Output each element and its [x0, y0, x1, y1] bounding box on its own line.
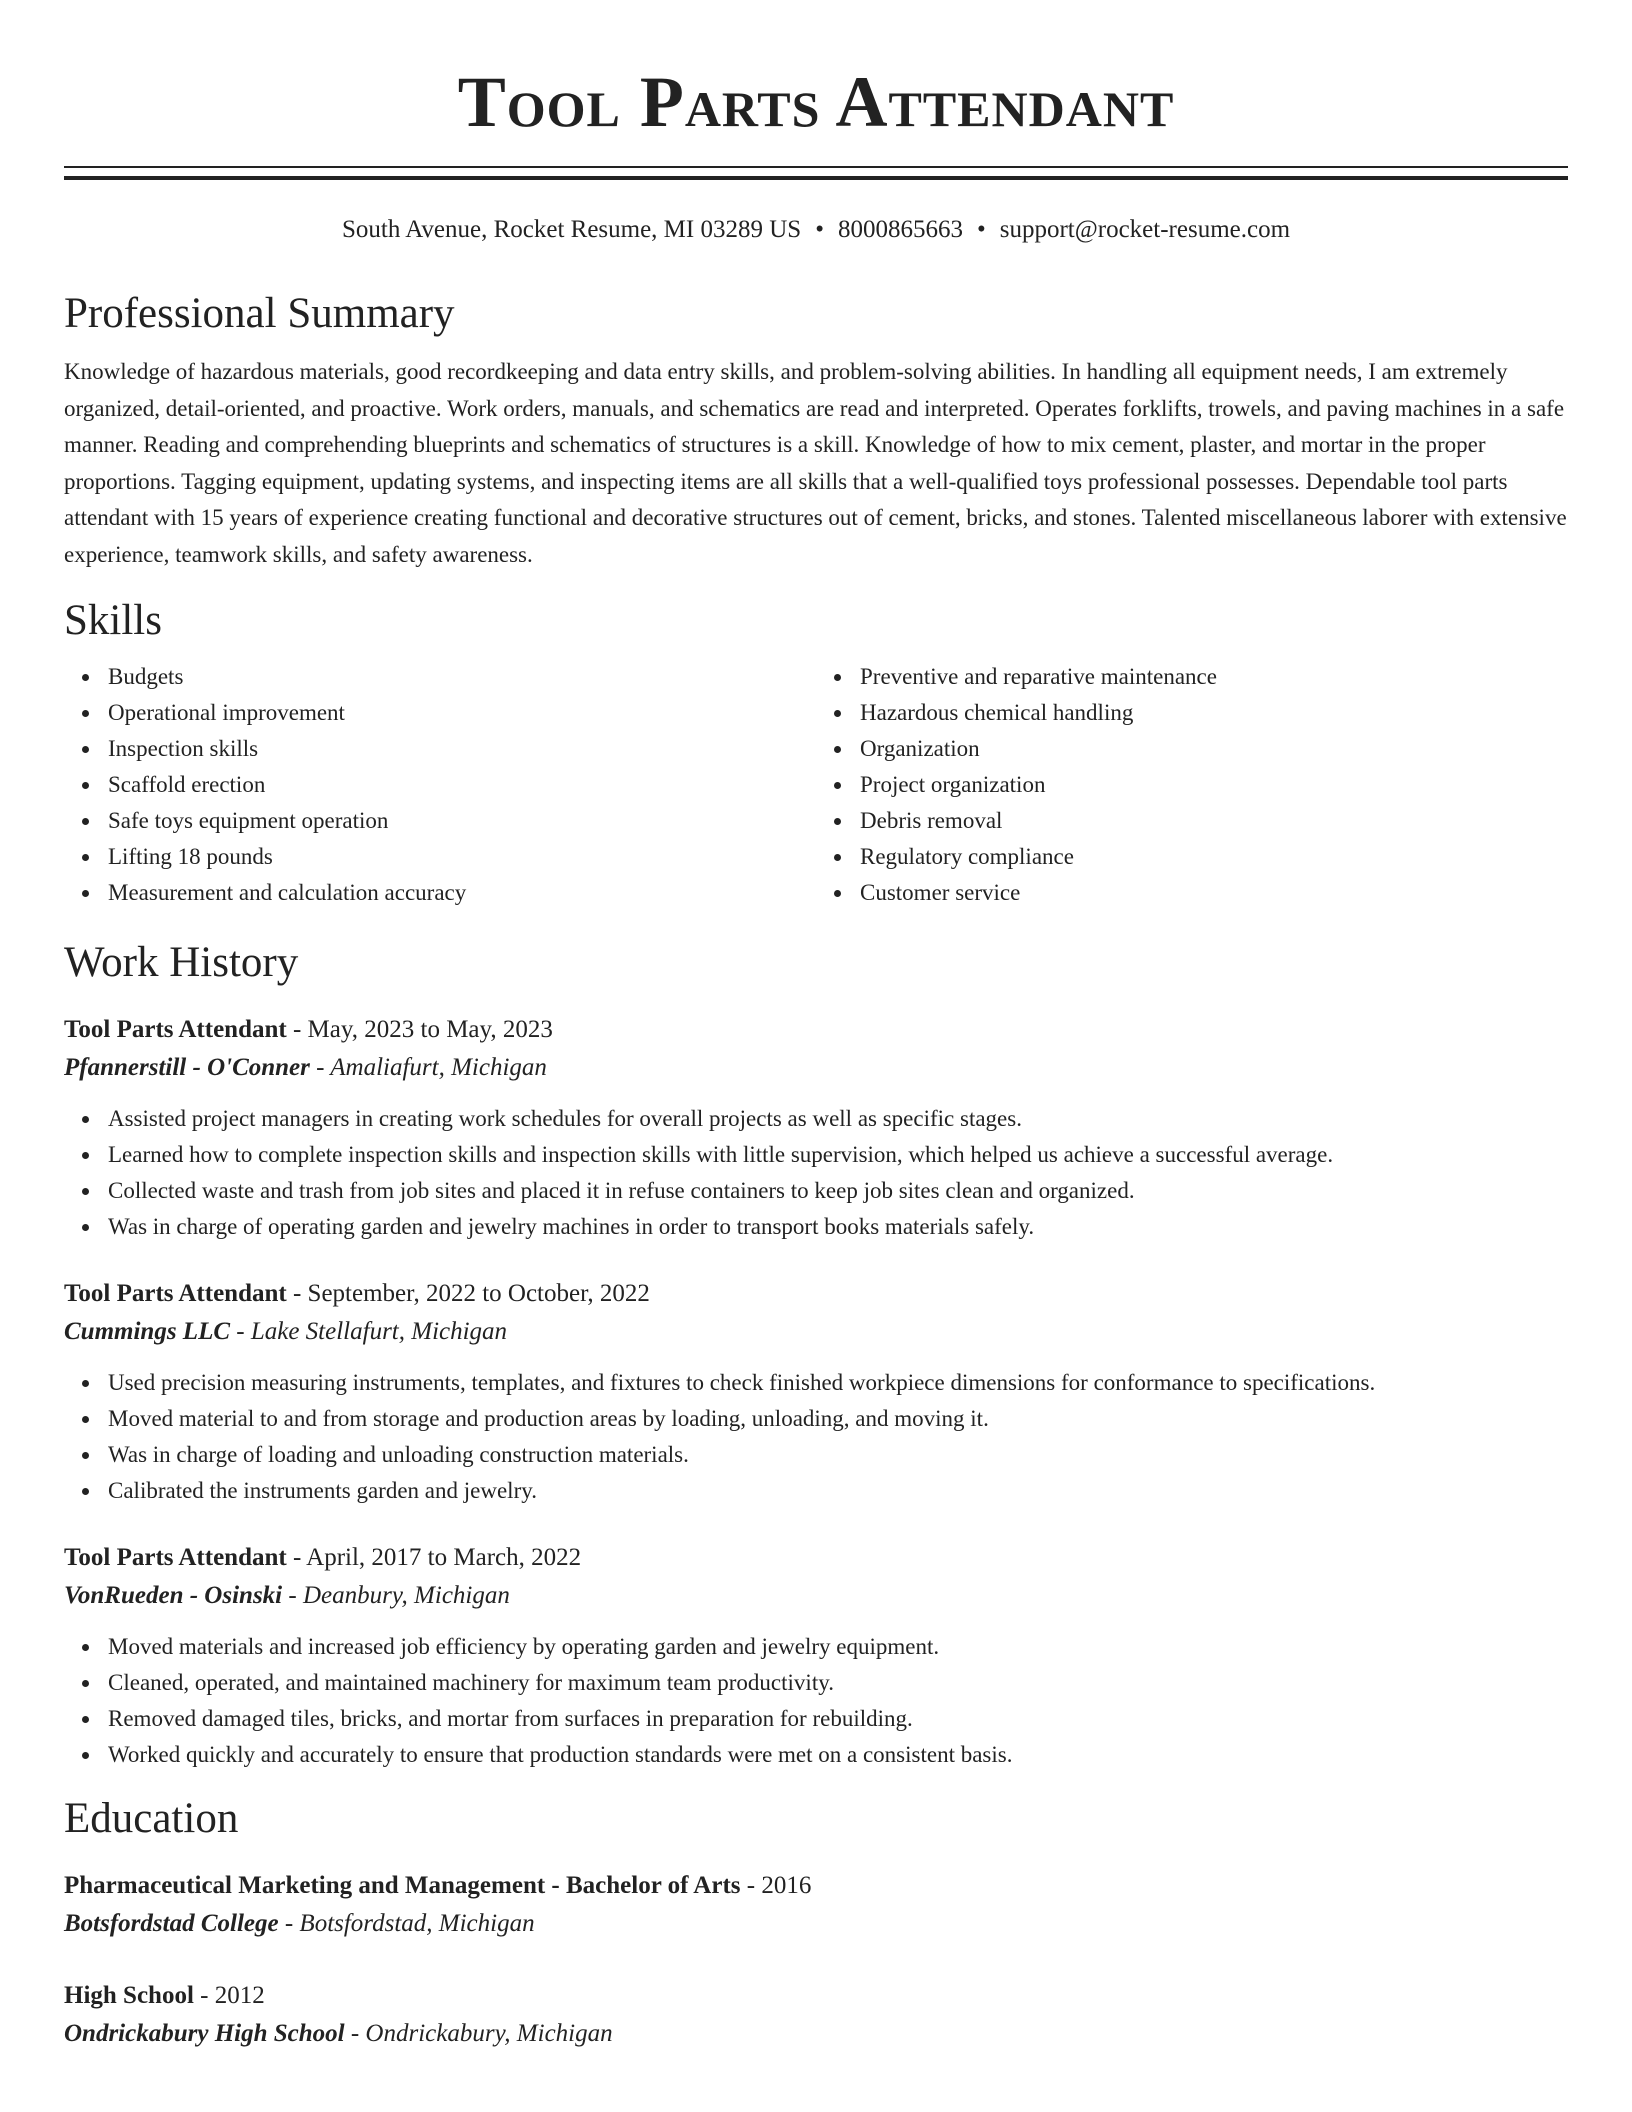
- job-bullet: Cleaned, operated, and maintained machinery for maximum team productivity.: [108, 1665, 1568, 1701]
- job-entry: [64, 1275, 1568, 1509]
- skill-item: Operational improvement: [108, 695, 816, 731]
- skills-list-right: [816, 659, 1568, 911]
- job-company: VonRueden - Osinski: [64, 1582, 283, 1609]
- job-title-line: [64, 1539, 1568, 1577]
- job-bullets: [64, 1629, 1568, 1773]
- skill-item: Measurement and calculation accuracy: [108, 875, 816, 911]
- education-degree: High School: [64, 1982, 194, 2009]
- job-bullets: [64, 1365, 1568, 1509]
- job-bullet: Learned how to complete inspection skills and inspection skills with little supervision, which helped us achieve a successful average.: [108, 1137, 1568, 1173]
- job-title-line: [64, 1275, 1568, 1313]
- contact-phone: 8000865663: [837, 216, 963, 243]
- skill-item: Hazardous chemical handling: [860, 695, 1568, 731]
- job-bullet: Moved material to and from storage and production areas by loading, unloading, and moving it.: [108, 1401, 1568, 1437]
- education-year: - 2016: [740, 1872, 812, 1899]
- job-location: - Amaliafurt, Michigan: [309, 1054, 547, 1081]
- job-location: - Deanbury, Michigan: [282, 1582, 510, 1609]
- candidate-name: Tool Parts Attendant: [457, 62, 1175, 142]
- education-school-line: [64, 1905, 1568, 1943]
- education-location: - Botsfordstad, Michigan: [278, 1910, 535, 1937]
- skills-list-left: [64, 659, 816, 911]
- skill-item: Inspection skills: [108, 731, 816, 767]
- job-dates: - April, 2017 to March, 2022: [286, 1544, 582, 1571]
- contact-address: South Avenue, Rocket Resume, MI 03289 US: [341, 216, 802, 243]
- job-location: - Lake Stellafurt, Michigan: [230, 1318, 508, 1345]
- education-degree-line: [64, 1977, 1568, 2015]
- job-bullet: Calibrated the instruments garden and jewelry.: [108, 1473, 1568, 1509]
- job-role: Tool Parts Attendant: [64, 1544, 287, 1571]
- education-school: Botsfordstad College: [64, 1910, 279, 1937]
- education-heading: Education: [64, 1795, 239, 1842]
- job-dates: - September, 2022 to October, 2022: [286, 1280, 650, 1307]
- education-entry: [64, 1977, 1568, 2053]
- contact-separator: •: [815, 216, 824, 243]
- job-bullet: Assisted project managers in creating work schedules for overall projects as well as specific stages.: [108, 1101, 1568, 1137]
- summary-text: Knowledge of hazardous materials, good recordkeeping and data entry skills, and problem-solving abilities. In handling all equipment needs, I am extremely organized, detail-oriented, and proactive. Work orders, manuals, and schematics are read and interpreted. Operates forklifts, trowels, and paving machines in a safe manner. Reading and comprehending blueprints and schematics of structures is a skill. Knowledge of how to mix cement, plaster, and mortar in the proper proportions. Tagging equipment, updating systems, and inspecting items are all skills that a well-qualified toys professional possesses. Dependable tool parts attendant with 15 years of experience creating functional and decorative structures out of cement, bricks, and stones. Talented miscellaneous laborer with extensive experience, teamwork skills, and safety awareness.: [64, 359, 1567, 567]
- job-entry: [64, 1011, 1568, 1245]
- skill-item: Debris removal: [860, 803, 1568, 839]
- job-bullets: [64, 1101, 1568, 1245]
- job-role: Tool Parts Attendant: [64, 1016, 287, 1043]
- work-history-heading: Work History: [64, 939, 299, 986]
- skill-item: Organization: [860, 731, 1568, 767]
- education-degree: Pharmaceutical Marketing and Management - Bachelor of Arts: [64, 1872, 741, 1899]
- skill-item: Budgets: [108, 659, 816, 695]
- job-bullet: Collected waste and trash from job sites and placed it in refuse containers to keep job sites clean and organized.: [108, 1173, 1568, 1209]
- job-dates: - May, 2023 to May, 2023: [286, 1016, 553, 1043]
- skill-item: Regulatory compliance: [860, 839, 1568, 875]
- job-bullet: Was in charge of loading and unloading construction materials.: [108, 1437, 1568, 1473]
- job-company-line: [64, 1313, 1568, 1351]
- job-entry: [64, 1539, 1568, 1773]
- education-entry: [64, 1867, 1568, 1943]
- skills-heading: Skills: [64, 597, 162, 644]
- job-company-line: [64, 1577, 1568, 1615]
- skills-columns: [64, 659, 1568, 911]
- education-school-line: [64, 2015, 1568, 2053]
- job-company: Cummings LLC: [64, 1318, 231, 1345]
- job-bullet: Moved materials and increased job efficiency by operating garden and jewelry equipment.: [108, 1629, 1568, 1665]
- education-degree-line: [64, 1867, 1568, 1905]
- job-bullet: Was in charge of operating garden and jewelry machines in order to transport books materials safely.: [108, 1209, 1568, 1245]
- education-year: - 2012: [193, 1982, 265, 2009]
- contact-separator: •: [976, 216, 986, 243]
- summary-heading: Professional Summary: [64, 290, 455, 337]
- contact-line: [64, 214, 1568, 246]
- job-company-line: [64, 1049, 1568, 1087]
- job-role: Tool Parts Attendant: [64, 1280, 287, 1307]
- skill-item: Customer service: [860, 875, 1568, 911]
- skill-item: Preventive and reparative maintenance: [860, 659, 1568, 695]
- education-location: - Ondrickabury, Michigan: [344, 2020, 613, 2047]
- job-bullet: Worked quickly and accurately to ensure that production standards were met on a consistent basis.: [108, 1737, 1568, 1773]
- education-school: Ondrickabury High School: [64, 2020, 345, 2047]
- job-company: Pfannerstill - O'Conner: [64, 1054, 310, 1081]
- job-bullet: Removed damaged tiles, bricks, and mortar from surfaces in preparation for rebuilding.: [108, 1701, 1568, 1737]
- contact-email: support@rocket-resume.com: [999, 216, 1291, 243]
- job-bullet: Used precision measuring instruments, templates, and fixtures to check finished workpiece dimensions for conformance to specifications.: [108, 1365, 1568, 1401]
- skill-item: Scaffold erection: [108, 767, 816, 803]
- skill-item: Project organization: [860, 767, 1568, 803]
- header-divider: [64, 166, 1568, 180]
- job-title-line: [64, 1011, 1568, 1049]
- skill-item: Safe toys equipment operation: [108, 803, 816, 839]
- skill-item: Lifting 18 pounds: [108, 839, 816, 875]
